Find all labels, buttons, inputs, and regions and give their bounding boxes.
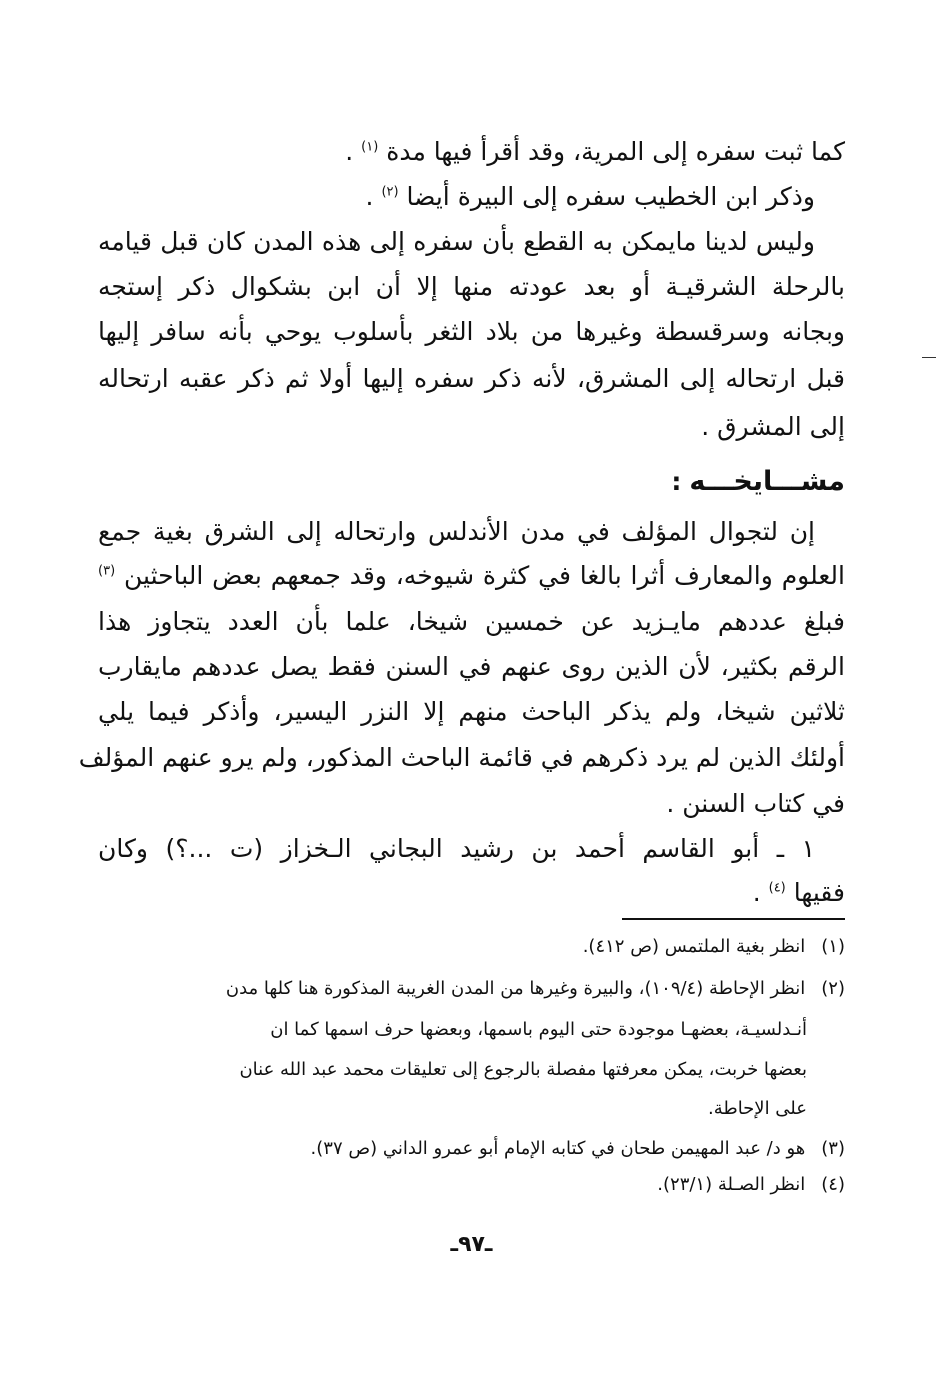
footnote-ref-1: (١)	[361, 139, 379, 155]
footnote-3	[311, 1134, 845, 1164]
section-heading-colon: :	[671, 467, 682, 496]
footnote-4-label: (٤)	[821, 1174, 845, 1195]
footnote-2-label: (٢)	[821, 978, 845, 999]
margin-mark	[922, 357, 936, 358]
footnote-2-line-4: على الإحاطة.	[708, 1098, 807, 1119]
body-line-6: قبل ارتحاله إلى المشرق، لأنه ذكر سفره إليها أولا ثم ذكر عقبه ارتحاله	[98, 364, 845, 393]
footnote-2-line-3: بعضها خربت، يمكن معرفتها مفصلة بالرجوع إلى تعليقات محمد عبد الله عنان	[239, 1059, 807, 1080]
page-number: ـ٩٧ـ	[450, 1232, 493, 1257]
body-line-13: أولئك الذين لم يرد ذكرهم في قائمة الباحث المذكور، ولم يرو عنهم المؤلف	[78, 743, 845, 772]
footnote-1	[583, 932, 845, 962]
line-1-end: .	[345, 137, 354, 166]
footnote-ref-4: (٤)	[768, 880, 786, 896]
body-line-14: في كتاب السنن .	[666, 789, 845, 818]
footnote-1-text: انظر بغية الملتمس (ص ٤١٢).	[582, 936, 806, 957]
body-line-1	[345, 133, 845, 171]
footnote-3-label: (٣)	[821, 1138, 845, 1159]
body-line-9	[98, 557, 845, 595]
line-9-text: العلوم والمعارف أثرا بالغا في كثرة شيوخه، وقد جمعهم بعض الباحثين	[124, 561, 845, 590]
body-line-3: وليس لدينا مايمكن به القطع بأن سفره إلى هذه المدن كان قبل قيامه	[98, 227, 815, 256]
body-line-16	[753, 874, 845, 912]
body-line-7: إلى المشرق .	[701, 412, 845, 441]
footnote-2	[226, 974, 845, 1004]
footnote-4	[657, 1170, 845, 1200]
footnote-separator	[622, 918, 845, 920]
footnote-1-label: (١)	[821, 936, 845, 957]
line-2-end: .	[365, 182, 374, 211]
footnote-2-line-1: انظر الإحاطة (١٠٩/٤)، والبيرة وغيرها من المدن الغريبة المذكورة هنا كلها مدن	[225, 978, 806, 999]
body-line-12: ثلاثين شيخا، ولم يذكر الباحث منهم إلا النزر اليسير، وأذكر فيما يلي	[98, 697, 845, 726]
line-16-end: .	[752, 878, 761, 907]
body-line-2	[366, 178, 815, 216]
body-line-8: إن لتجوال المؤلف في مدن الأندلس وارتحاله إلى الشرق بغية جمع	[98, 517, 815, 546]
line-16-text: فقيها	[793, 878, 845, 907]
section-heading	[671, 463, 845, 501]
line-2-text: وذكر ابن الخطيب سفره إلى البيرة أيضا	[406, 182, 815, 211]
footnote-4-text: انظر الصـلة (٢٣/١).	[657, 1174, 806, 1195]
body-line-4: بالرحلة الشرقيـة أو بعد عودته منها إلا أن ابن بشكوال ذكر إستجه	[98, 272, 845, 301]
body-line-10: فبلغ عددهم مايـزيد عن خمسين شيخا، علما بأن العدد يتجاوز هذا	[98, 607, 845, 636]
footnote-2-line-2: أنـدلسيـة، بعضهـا موجودة حتى اليوم باسمها، وبعضها حرف اسمها كما ان	[270, 1019, 807, 1040]
section-heading-title: مشـــايخـــه	[689, 466, 845, 497]
body-line-11: الرقم بكثير، لأن الذين روى عنهم في السنن فقط يصل عددهم مايقارب	[98, 652, 845, 681]
footnote-ref-2: (٢)	[381, 184, 399, 200]
body-line-5: وبجانه وسرقسطة وغيرها من بلاد الثغر بأسلوب يوحي بأنه سافر إليها	[98, 317, 845, 346]
line-1-text: كما ثبت سفره إلى المرية، وقد أقرأ فيها مدة	[386, 137, 845, 166]
footnote-3-text: هو د/ عبد المهيمن طحان في كتابه الإمام أبو عمرو الداني (ص ٣٧).	[310, 1138, 806, 1159]
body-line-15: ١ ـ أبو القاسم أحمد بن رشيد البجاني الـخزاز (ت ...؟) وكان	[98, 834, 815, 863]
footnote-ref-3: (٣)	[98, 563, 116, 579]
